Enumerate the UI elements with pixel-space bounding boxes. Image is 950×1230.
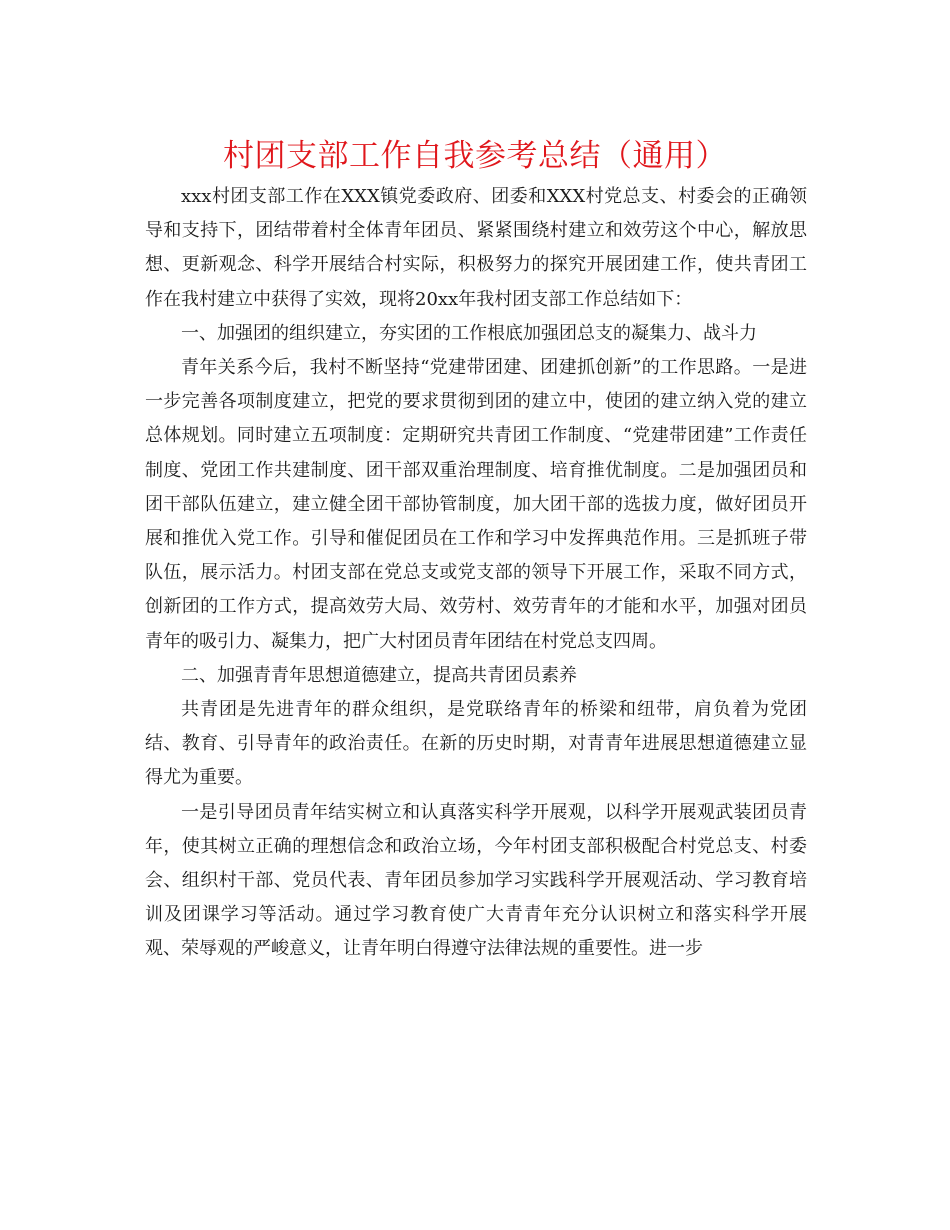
body-paragraph: 青年关系今后，我村不断坚持“党建带团建、团建抓创新”的工作思路。一是进一步完善各项制度建立，把党的要求贯彻到团的建立中，使团的建立纳入党的建立总体规划。同时建立五项制度：定期研究共青团工作制度、“党建带团建”工作责任制度、党团工作共建制度、团干部双重治理制度、培育推优制度。二是加强团员和团干部队伍建立，建立健全团干部协管制度，加大团干部的选拔力度，做好团员开展和推优入党工作。引导和催促团员在工作和学习中发挥典范作用。三是抓班子带队伍，展示活力。村团支部在党总支或党支部的领导下开展工作，采取不同方式，创新团的工作方式，提高效劳大局、效劳村、效劳青年的才能和水平，加强对团员青年的吸引力、凝集力，把广大村团员青年团结在村党总支四周。 (145, 357, 807, 652)
body-paragraph: 一是引导团员青年结实树立和认真落实科学开展观，以科学开展观武装团员青年，使其树立正确的理想信念和政治立场，今年村团支部积极配合村党总支、村委会、组织村干部、党员代表、青年团员参加学习实践科学开展观活动、学习教育培训及团课学习等活动。通过学习教育使广大青青年充分认识树立和落实科学开展观、荣辱观的严峻意义，让青年明白得遵守法律法规的重要性。进一步 (145, 801, 807, 960)
body-paragraph: 共青团是先进青年的群众组织，是党联络青年的桥梁和纽带，肩负着为党团结、教育、引导青年的政治责任。在新的历史时期，对青青年进展思想道德建立显得尤为重要。 (145, 699, 807, 789)
body-paragraph: xxx村团支部工作在XXX镇党委政府、团委和XXX村党总支、村委会的正确领导和支持下，团结带着村全体青年团员、紧紧围绕村建立和效劳这个中心，解放思想、更新观念、科学开展结合村实际，积极努力的探究开展团建工作，使共青团工作在我村建立中获得了实效，现将20xx年我村团支部工作总结如下： (145, 186, 807, 310)
section-heading: 一、加强团的组织建立，夯实团的工作根底加强团总支的凝集力、战斗力 (181, 322, 757, 344)
section-heading: 二、加强青青年思想道德建立，提高共青团员素养 (181, 664, 577, 686)
document-title: 村团支部工作自我参考总结（通用） (223, 138, 727, 174)
document-body (145, 180, 807, 967)
